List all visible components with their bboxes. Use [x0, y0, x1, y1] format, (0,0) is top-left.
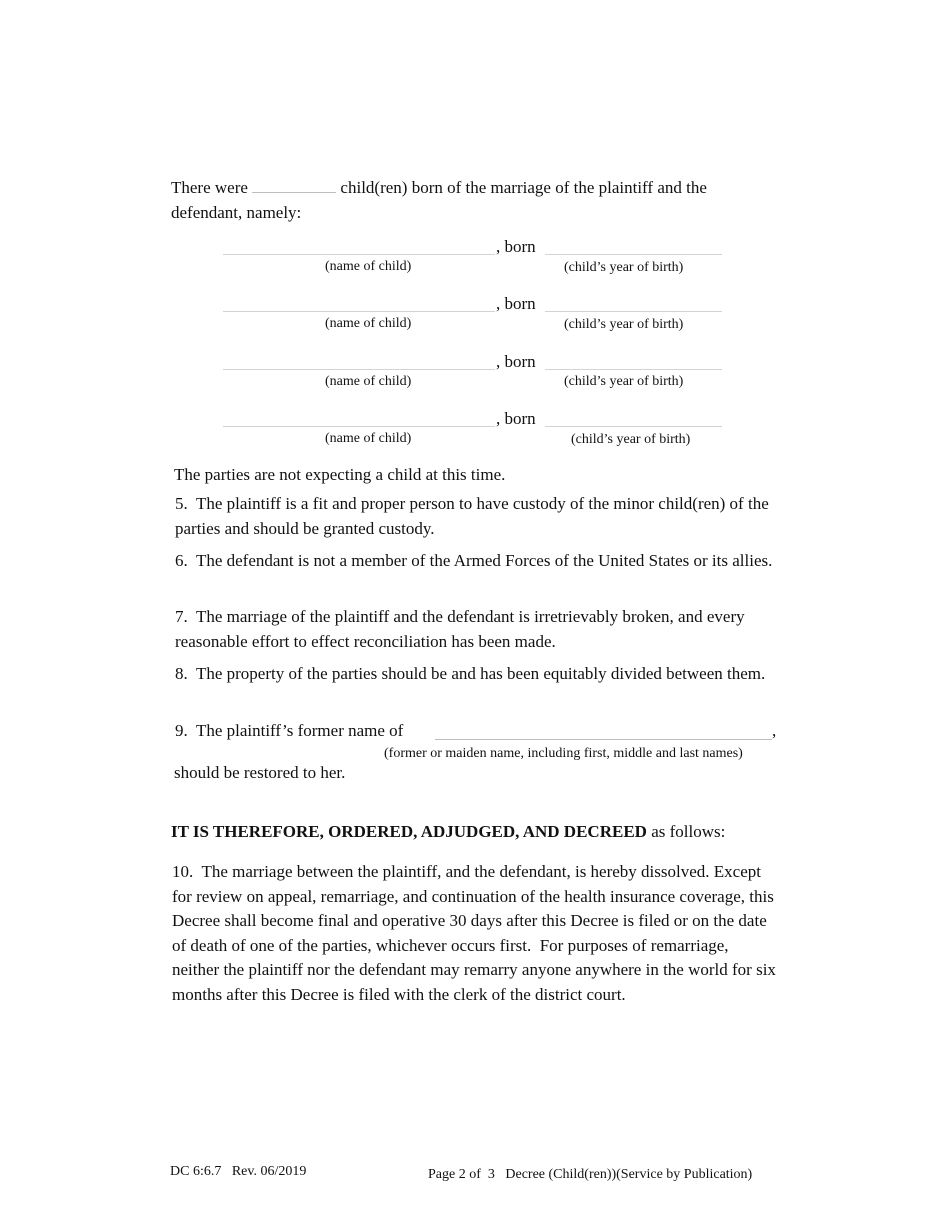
name-caption: (name of child) — [325, 316, 412, 331]
item9-comma: , — [772, 721, 777, 740]
item-8: 8. The property of the parties should be and has been equitably divided between them. — [175, 664, 766, 683]
order-heading-bold: IT IS THEREFORE, ORDERED, ADJUDGED, AND DECREED — [171, 822, 647, 841]
year-caption: (child’s year of birth) — [571, 432, 691, 447]
born-label: , born — [496, 409, 536, 428]
born-label: , born — [496, 352, 536, 371]
born-label: , born — [496, 237, 536, 256]
child-name-field[interactable] — [223, 426, 495, 427]
child-year-field[interactable] — [545, 426, 722, 427]
order-heading-rest: as follows: — [646, 822, 726, 841]
former-name-caption: (former or maiden name, including first, middle and last names) — [384, 746, 743, 761]
children-count-line — [171, 176, 707, 200]
former-name-field[interactable] — [435, 739, 772, 740]
intro-suffix: child(ren) born of the marriage of the plaintiff and the — [340, 178, 707, 197]
item9-suffix: should be restored to her. — [174, 763, 346, 782]
item-10: 10. The marriage between the plaintiff, and the defendant, is hereby dissolved. Except for review on appeal, remarriage, and continuation of the health insurance coverage, this Decree shall become final and operative 30 days after this Decree is filed or on the date of death of one of the parties, whichever occurs first. For purposes of remarriage, neither the plaintiff nor the defendant may remarry anyone anywhere in the world for six months after this Decree is filed with the clerk of the district court. — [172, 862, 776, 1004]
intro-prefix: There were — [171, 178, 248, 197]
year-caption: (child’s year of birth) — [564, 317, 684, 332]
child-name-field[interactable] — [223, 311, 495, 312]
child-year-field[interactable] — [545, 254, 722, 255]
item-6: 6. The defendant is not a member of the Armed Forces of the United States or its allies. — [175, 551, 773, 570]
not-expecting-statement: The parties are not expecting a child at this time. — [174, 465, 506, 484]
name-caption: (name of child) — [325, 374, 412, 389]
item-7: 7. The marriage of the plaintiff and the defendant is irretrievably broken, and every reasonable effort to effect reconciliation has been made. — [175, 607, 745, 651]
name-caption: (name of child) — [325, 259, 412, 274]
born-label: , born — [496, 294, 536, 313]
children-count-blank[interactable] — [252, 176, 336, 193]
child-year-field[interactable] — [545, 311, 722, 312]
year-caption: (child’s year of birth) — [564, 374, 684, 389]
child-name-field[interactable] — [223, 369, 495, 370]
intro-line2: defendant, namely: — [171, 203, 302, 222]
order-heading — [171, 820, 725, 844]
item-5: 5. The plaintiff is a fit and proper person to have custody of the minor child(ren) of the parties and should be granted custody. — [175, 494, 769, 538]
footer-form-id: DC 6:6.7 Rev. 06/2019 — [170, 1164, 307, 1179]
child-name-field[interactable] — [223, 254, 495, 255]
name-caption: (name of child) — [325, 431, 412, 446]
footer-page-info: Page 2 of 3 Decree (Child(ren))(Service by Publication) — [428, 1167, 753, 1182]
year-caption: (child’s year of birth) — [564, 260, 684, 275]
item9-prefix: 9. The plaintiff’s former name of — [175, 721, 404, 740]
child-year-field[interactable] — [545, 369, 722, 370]
